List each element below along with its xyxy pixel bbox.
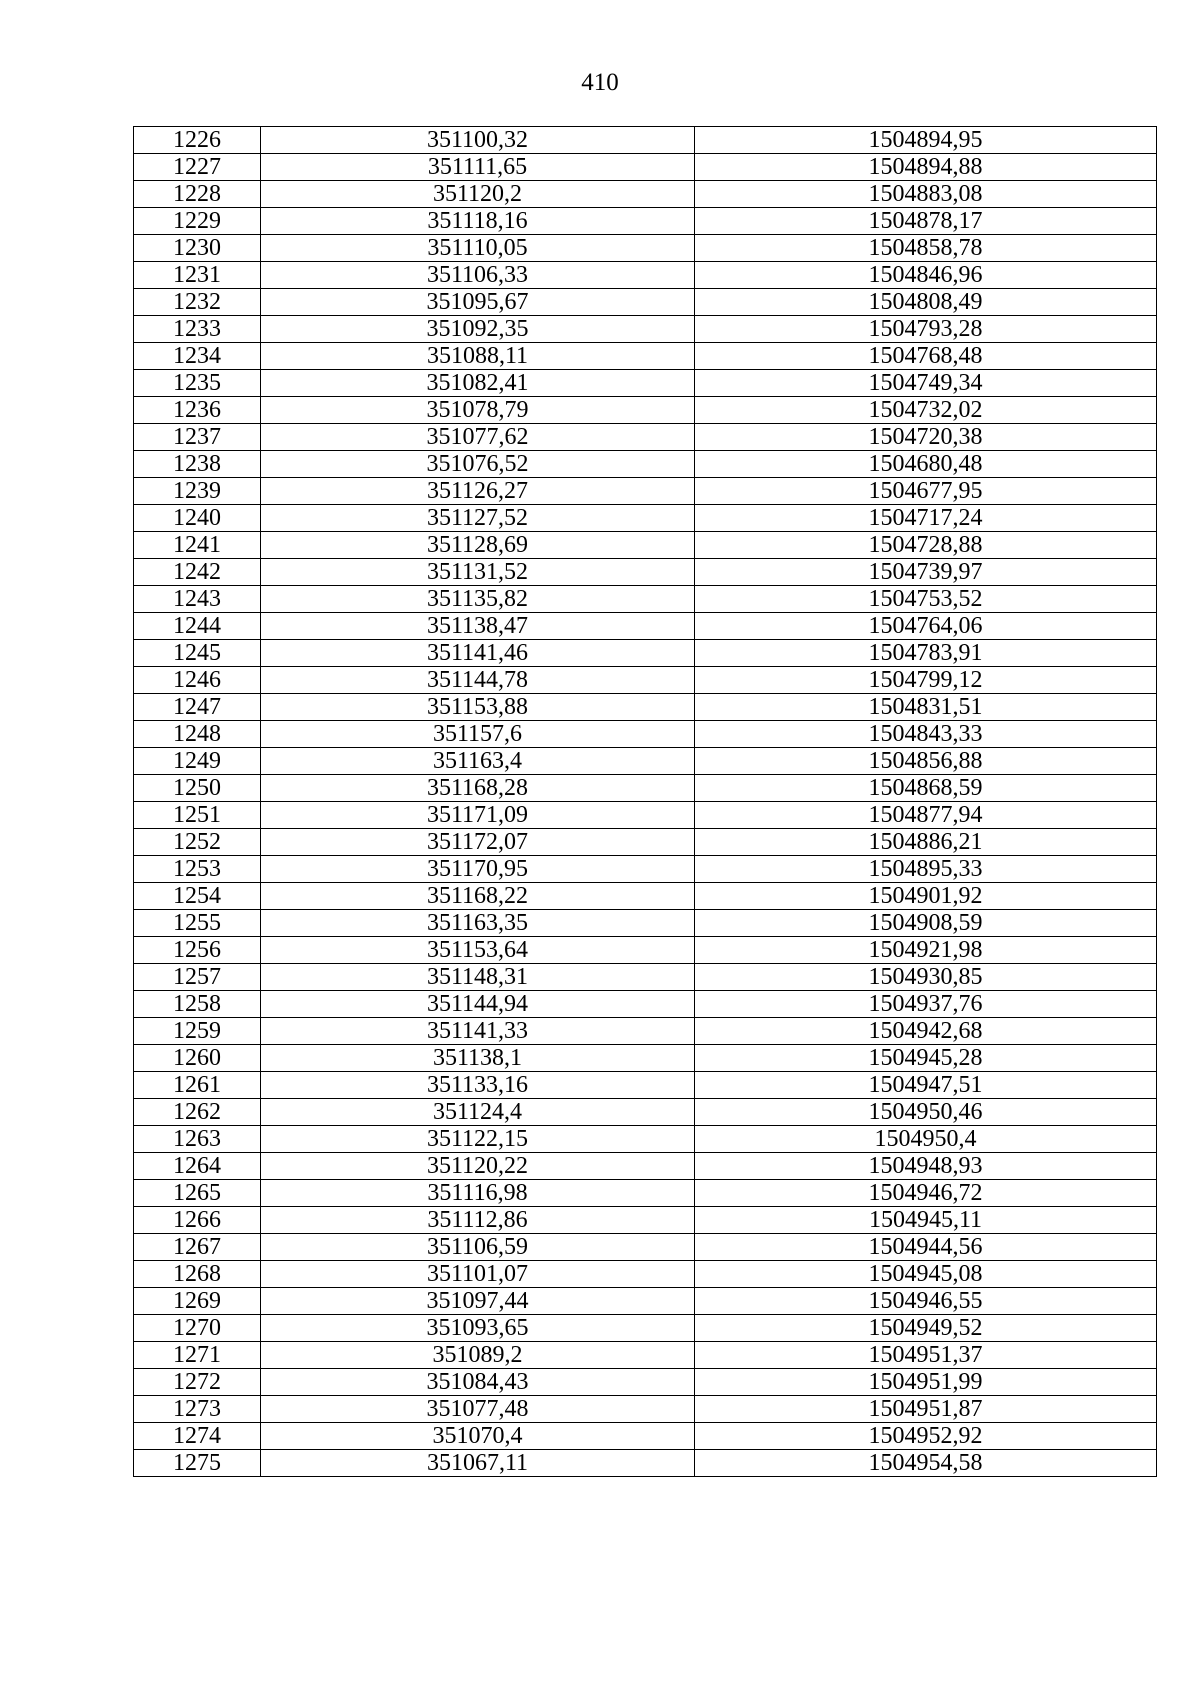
table-row: [134, 208, 1157, 235]
point-number-cell: 1236: [134, 397, 261, 424]
point-number-cell: 1272: [134, 1369, 261, 1396]
x-coordinate-cell: 351067,11: [261, 1450, 695, 1477]
table-row: [134, 262, 1157, 289]
point-number-cell: 1264: [134, 1153, 261, 1180]
y-coordinate-cell: 1504949,52: [695, 1315, 1157, 1342]
point-number-cell: 1269: [134, 1288, 261, 1315]
y-coordinate-cell: 1504793,28: [695, 316, 1157, 343]
y-coordinate-cell: 1504945,11: [695, 1207, 1157, 1234]
table-row: [134, 1180, 1157, 1207]
y-coordinate-cell: 1504946,55: [695, 1288, 1157, 1315]
table-row: [134, 1234, 1157, 1261]
table-row: [134, 127, 1157, 154]
x-coordinate-cell: 351097,44: [261, 1288, 695, 1315]
y-coordinate-cell: 1504921,98: [695, 937, 1157, 964]
table-row: [134, 1072, 1157, 1099]
y-coordinate-cell: 1504753,52: [695, 586, 1157, 613]
x-coordinate-cell: 351118,16: [261, 208, 695, 235]
table-row: [134, 748, 1157, 775]
y-coordinate-cell: 1504945,08: [695, 1261, 1157, 1288]
table-row: [134, 154, 1157, 181]
x-coordinate-cell: 351141,33: [261, 1018, 695, 1045]
x-coordinate-cell: 351122,15: [261, 1126, 695, 1153]
x-coordinate-cell: 351124,4: [261, 1099, 695, 1126]
point-number-cell: 1253: [134, 856, 261, 883]
x-coordinate-cell: 351127,52: [261, 505, 695, 532]
y-coordinate-cell: 1504942,68: [695, 1018, 1157, 1045]
table-row: [134, 586, 1157, 613]
y-coordinate-cell: 1504717,24: [695, 505, 1157, 532]
y-coordinate-cell: 1504856,88: [695, 748, 1157, 775]
y-coordinate-cell: 1504808,49: [695, 289, 1157, 316]
y-coordinate-cell: 1504944,56: [695, 1234, 1157, 1261]
y-coordinate-cell: 1504677,95: [695, 478, 1157, 505]
x-coordinate-cell: 351126,27: [261, 478, 695, 505]
point-number-cell: 1237: [134, 424, 261, 451]
y-coordinate-cell: 1504768,48: [695, 343, 1157, 370]
point-number-cell: 1247: [134, 694, 261, 721]
point-number-cell: 1240: [134, 505, 261, 532]
y-coordinate-cell: 1504947,51: [695, 1072, 1157, 1099]
x-coordinate-cell: 351138,1: [261, 1045, 695, 1072]
coordinates-table: [133, 126, 1157, 1477]
y-coordinate-cell: 1504728,88: [695, 532, 1157, 559]
y-coordinate-cell: 1504886,21: [695, 829, 1157, 856]
x-coordinate-cell: 351171,09: [261, 802, 695, 829]
table-row: [134, 1342, 1157, 1369]
point-number-cell: 1255: [134, 910, 261, 937]
y-coordinate-cell: 1504948,93: [695, 1153, 1157, 1180]
point-number-cell: 1271: [134, 1342, 261, 1369]
y-coordinate-cell: 1504846,96: [695, 262, 1157, 289]
x-coordinate-cell: 351078,79: [261, 397, 695, 424]
y-coordinate-cell: 1504764,06: [695, 613, 1157, 640]
point-number-cell: 1234: [134, 343, 261, 370]
x-coordinate-cell: 351082,41: [261, 370, 695, 397]
y-coordinate-cell: 1504946,72: [695, 1180, 1157, 1207]
table-row: [134, 316, 1157, 343]
table-row: [134, 1126, 1157, 1153]
point-number-cell: 1259: [134, 1018, 261, 1045]
point-number-cell: 1243: [134, 586, 261, 613]
point-number-cell: 1257: [134, 964, 261, 991]
point-number-cell: 1252: [134, 829, 261, 856]
x-coordinate-cell: 351153,64: [261, 937, 695, 964]
table-row: [134, 829, 1157, 856]
table-row: [134, 1315, 1157, 1342]
table-row: [134, 1423, 1157, 1450]
x-coordinate-cell: 351092,35: [261, 316, 695, 343]
table-row: [134, 1018, 1157, 1045]
y-coordinate-cell: 1504901,92: [695, 883, 1157, 910]
y-coordinate-cell: 1504739,97: [695, 559, 1157, 586]
point-number-cell: 1254: [134, 883, 261, 910]
table-row: [134, 775, 1157, 802]
point-number-cell: 1231: [134, 262, 261, 289]
y-coordinate-cell: 1504894,88: [695, 154, 1157, 181]
point-number-cell: 1275: [134, 1450, 261, 1477]
point-number-cell: 1262: [134, 1099, 261, 1126]
point-number-cell: 1251: [134, 802, 261, 829]
x-coordinate-cell: 351168,22: [261, 883, 695, 910]
y-coordinate-cell: 1504951,87: [695, 1396, 1157, 1423]
x-coordinate-cell: 351112,86: [261, 1207, 695, 1234]
table-row: [134, 964, 1157, 991]
point-number-cell: 1241: [134, 532, 261, 559]
y-coordinate-cell: 1504877,94: [695, 802, 1157, 829]
table-row: [134, 289, 1157, 316]
table-row: [134, 1288, 1157, 1315]
y-coordinate-cell: 1504732,02: [695, 397, 1157, 424]
table-row: [134, 883, 1157, 910]
point-number-cell: 1270: [134, 1315, 261, 1342]
x-coordinate-cell: 351070,4: [261, 1423, 695, 1450]
table-row: [134, 1450, 1157, 1477]
table-row: [134, 451, 1157, 478]
x-coordinate-cell: 351106,33: [261, 262, 695, 289]
table-row: [134, 343, 1157, 370]
y-coordinate-cell: 1504831,51: [695, 694, 1157, 721]
x-coordinate-cell: 351157,6: [261, 721, 695, 748]
x-coordinate-cell: 351095,67: [261, 289, 695, 316]
table-row: [134, 478, 1157, 505]
y-coordinate-cell: 1504843,33: [695, 721, 1157, 748]
y-coordinate-cell: 1504895,33: [695, 856, 1157, 883]
table-row: [134, 694, 1157, 721]
table-row: [134, 1369, 1157, 1396]
table-row: [134, 937, 1157, 964]
point-number-cell: 1256: [134, 937, 261, 964]
x-coordinate-cell: 351163,4: [261, 748, 695, 775]
x-coordinate-cell: 351093,65: [261, 1315, 695, 1342]
y-coordinate-cell: 1504799,12: [695, 667, 1157, 694]
x-coordinate-cell: 351084,43: [261, 1369, 695, 1396]
y-coordinate-cell: 1504894,95: [695, 127, 1157, 154]
x-coordinate-cell: 351089,2: [261, 1342, 695, 1369]
table-row: [134, 856, 1157, 883]
point-number-cell: 1250: [134, 775, 261, 802]
y-coordinate-cell: 1504951,99: [695, 1369, 1157, 1396]
table-row: [134, 1396, 1157, 1423]
point-number-cell: 1245: [134, 640, 261, 667]
x-coordinate-cell: 351172,07: [261, 829, 695, 856]
point-number-cell: 1233: [134, 316, 261, 343]
page-number: 410: [581, 69, 619, 96]
x-coordinate-cell: 351133,16: [261, 1072, 695, 1099]
point-number-cell: 1242: [134, 559, 261, 586]
point-number-cell: 1244: [134, 613, 261, 640]
y-coordinate-cell: 1504680,48: [695, 451, 1157, 478]
point-number-cell: 1268: [134, 1261, 261, 1288]
x-coordinate-cell: 351116,98: [261, 1180, 695, 1207]
y-coordinate-cell: 1504878,17: [695, 208, 1157, 235]
point-number-cell: 1246: [134, 667, 261, 694]
point-number-cell: 1248: [134, 721, 261, 748]
point-number-cell: 1267: [134, 1234, 261, 1261]
x-coordinate-cell: 351077,62: [261, 424, 695, 451]
x-coordinate-cell: 351141,46: [261, 640, 695, 667]
table-row: [134, 532, 1157, 559]
y-coordinate-cell: 1504749,34: [695, 370, 1157, 397]
table-row: [134, 370, 1157, 397]
point-number-cell: 1227: [134, 154, 261, 181]
y-coordinate-cell: 1504720,38: [695, 424, 1157, 451]
point-number-cell: 1258: [134, 991, 261, 1018]
point-number-cell: 1263: [134, 1126, 261, 1153]
y-coordinate-cell: 1504858,78: [695, 235, 1157, 262]
point-number-cell: 1239: [134, 478, 261, 505]
x-coordinate-cell: 351153,88: [261, 694, 695, 721]
table-row: [134, 424, 1157, 451]
x-coordinate-cell: 351168,28: [261, 775, 695, 802]
x-coordinate-cell: 351144,94: [261, 991, 695, 1018]
table-row: [134, 1207, 1157, 1234]
x-coordinate-cell: 351120,2: [261, 181, 695, 208]
point-number-cell: 1261: [134, 1072, 261, 1099]
point-number-cell: 1232: [134, 289, 261, 316]
point-number-cell: 1249: [134, 748, 261, 775]
x-coordinate-cell: 351144,78: [261, 667, 695, 694]
x-coordinate-cell: 351106,59: [261, 1234, 695, 1261]
y-coordinate-cell: 1504945,28: [695, 1045, 1157, 1072]
point-number-cell: 1228: [134, 181, 261, 208]
y-coordinate-cell: 1504937,76: [695, 991, 1157, 1018]
point-number-cell: 1274: [134, 1423, 261, 1450]
point-number-cell: 1273: [134, 1396, 261, 1423]
point-number-cell: 1235: [134, 370, 261, 397]
table-row: [134, 1045, 1157, 1072]
x-coordinate-cell: 351120,22: [261, 1153, 695, 1180]
point-number-cell: 1226: [134, 127, 261, 154]
x-coordinate-cell: 351131,52: [261, 559, 695, 586]
x-coordinate-cell: 351138,47: [261, 613, 695, 640]
table-row: [134, 181, 1157, 208]
table-row: [134, 991, 1157, 1018]
table-row: [134, 235, 1157, 262]
y-coordinate-cell: 1504930,85: [695, 964, 1157, 991]
y-coordinate-cell: 1504952,92: [695, 1423, 1157, 1450]
table-row: [134, 802, 1157, 829]
table-row: [134, 397, 1157, 424]
y-coordinate-cell: 1504950,4: [695, 1126, 1157, 1153]
x-coordinate-cell: 351076,52: [261, 451, 695, 478]
table-row: [134, 910, 1157, 937]
x-coordinate-cell: 351163,35: [261, 910, 695, 937]
x-coordinate-cell: 351110,05: [261, 235, 695, 262]
y-coordinate-cell: 1504950,46: [695, 1099, 1157, 1126]
point-number-cell: 1238: [134, 451, 261, 478]
x-coordinate-cell: 351077,48: [261, 1396, 695, 1423]
y-coordinate-cell: 1504951,37: [695, 1342, 1157, 1369]
x-coordinate-cell: 351148,31: [261, 964, 695, 991]
y-coordinate-cell: 1504883,08: [695, 181, 1157, 208]
table-row: [134, 1099, 1157, 1126]
point-number-cell: 1266: [134, 1207, 261, 1234]
table-row: [134, 1261, 1157, 1288]
table-row: [134, 505, 1157, 532]
table-row: [134, 667, 1157, 694]
table-row: [134, 613, 1157, 640]
point-number-cell: 1230: [134, 235, 261, 262]
y-coordinate-cell: 1504868,59: [695, 775, 1157, 802]
coordinates-table-body: [134, 127, 1157, 1477]
table-row: [134, 1153, 1157, 1180]
y-coordinate-cell: 1504783,91: [695, 640, 1157, 667]
table-row: [134, 721, 1157, 748]
y-coordinate-cell: 1504908,59: [695, 910, 1157, 937]
x-coordinate-cell: 351101,07: [261, 1261, 695, 1288]
table-row: [134, 640, 1157, 667]
x-coordinate-cell: 351100,32: [261, 127, 695, 154]
x-coordinate-cell: 351170,95: [261, 856, 695, 883]
point-number-cell: 1265: [134, 1180, 261, 1207]
x-coordinate-cell: 351128,69: [261, 532, 695, 559]
y-coordinate-cell: 1504954,58: [695, 1450, 1157, 1477]
x-coordinate-cell: 351135,82: [261, 586, 695, 613]
table-row: [134, 559, 1157, 586]
x-coordinate-cell: 351111,65: [261, 154, 695, 181]
x-coordinate-cell: 351088,11: [261, 343, 695, 370]
point-number-cell: 1229: [134, 208, 261, 235]
point-number-cell: 1260: [134, 1045, 261, 1072]
